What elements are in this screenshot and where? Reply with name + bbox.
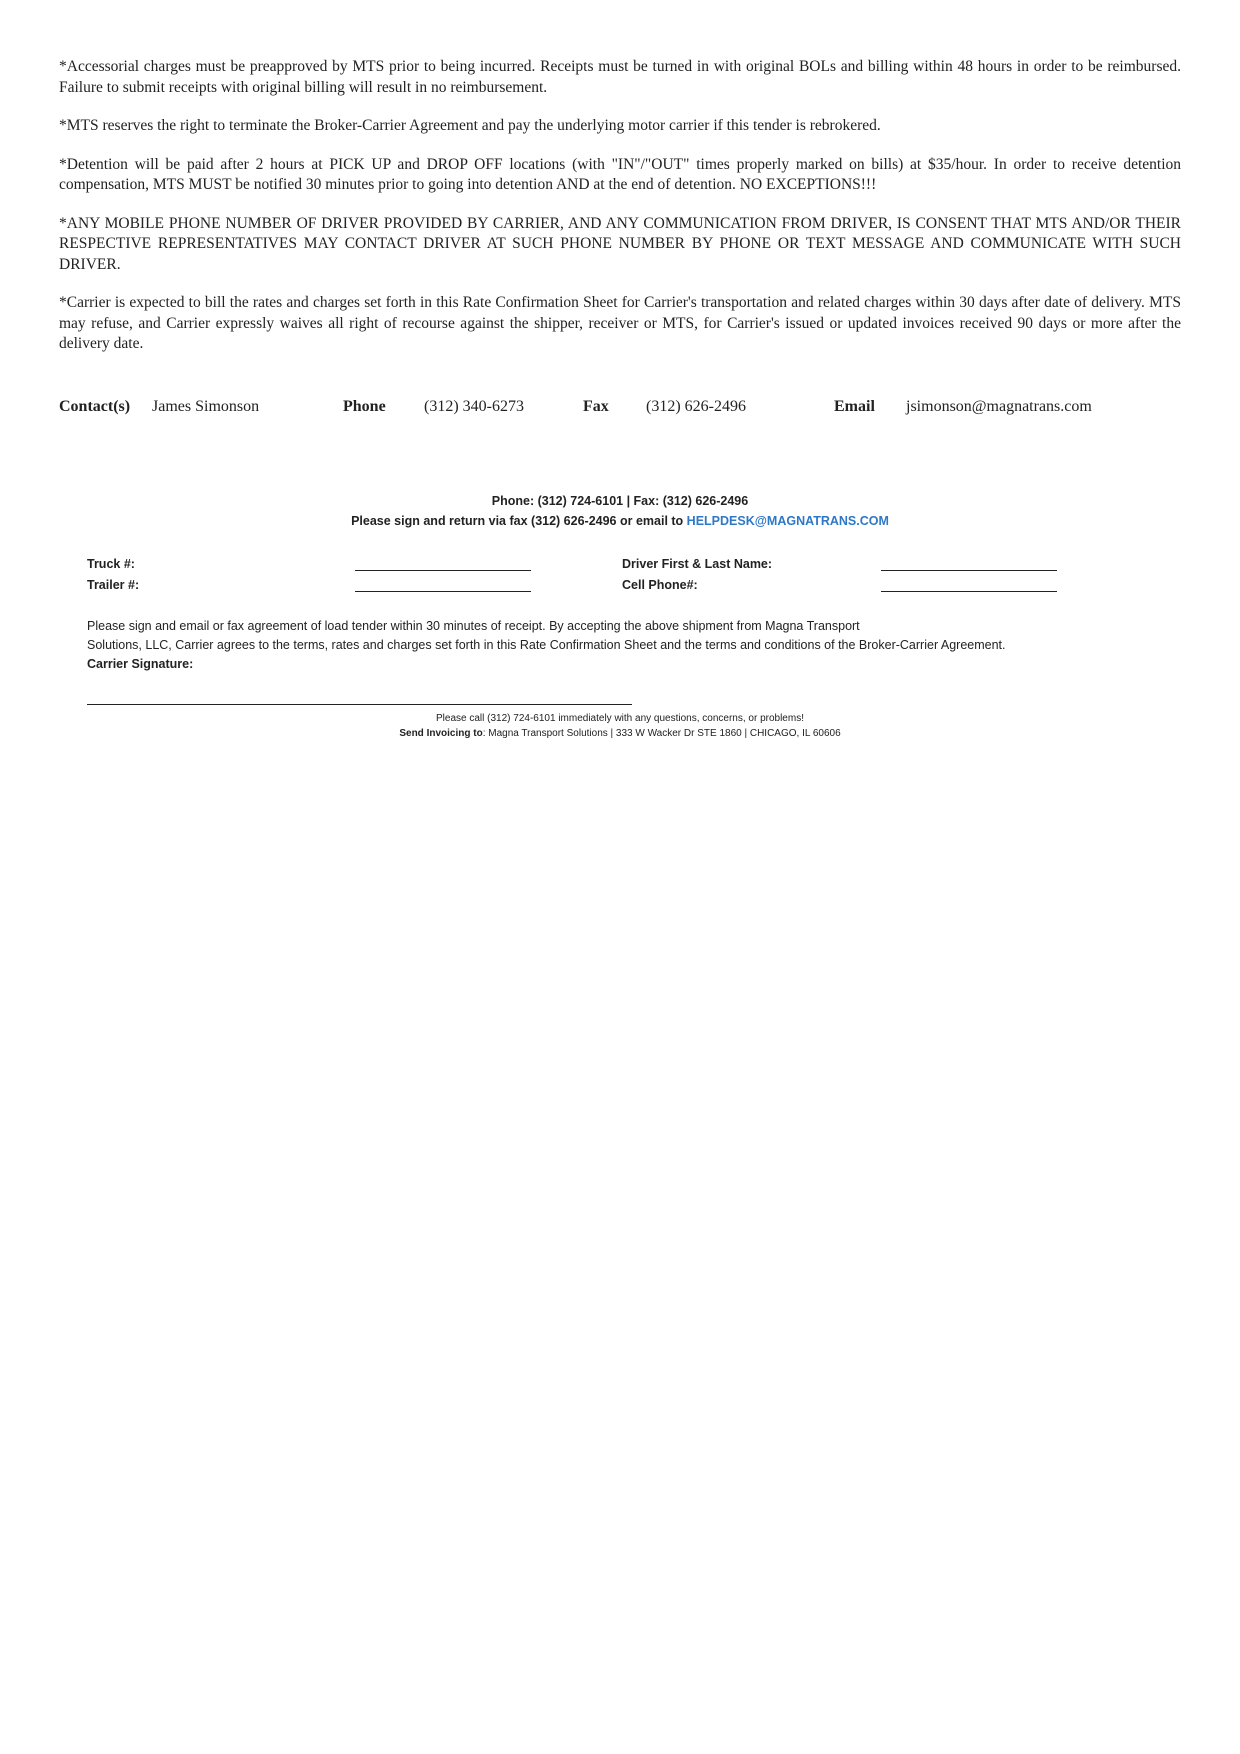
invoicing-address: : Magna Transport Solutions | 333 W Wacker Dr STE 1860 | CHICAGO, IL 60606 [482, 728, 841, 739]
term-detention: *Detention will be paid after 2 hours at PICK UP and DROP OFF locations (with "IN"/"OUT" times properly marked on bills) at $35/hour. In order to receive detention compensation, MTS MUST be notified 30 minutes prior to going into detention AND at the end of detention. NO EXCEPTIONS!!! [59, 155, 1181, 193]
phone-label: Phone [343, 398, 386, 415]
call-notice: Please call (312) 724-6101 immediately with any questions, concerns, or problems! [436, 713, 804, 724]
cell-phone-blank[interactable] [881, 591, 1057, 592]
truck-label: Truck #: [87, 557, 135, 571]
trailer-number-blank[interactable] [355, 591, 531, 592]
term-mobile-consent: *ANY MOBILE PHONE NUMBER OF DRIVER PROVIDED BY CARRIER, AND ANY COMMUNICATION FROM DRIVER, IS CONSENT THAT MTS AND/OR THEIR RESPECTIVE REPRESENTATIVES MAY CONTACT DRIVER AT SUCH PHONE NUMBER BY PHONE OR TEXT MESSAGE AND COMMUNICATE WITH SUCH DRIVER. [59, 214, 1181, 273]
contact-name: James Simonson [152, 398, 260, 415]
footer-phone-fax: Phone: (312) 724-6101 | Fax: (312) 626-2496 [491, 494, 749, 508]
carrier-signature-line[interactable] [87, 704, 632, 705]
agreement-line-1: Please sign and email or fax agreement of load tender within 30 minutes of receipt. By accepting the above shipment from Magna Transport [87, 619, 860, 633]
phone-value: (312) 340-6273 [424, 398, 524, 415]
truck-number-blank[interactable] [355, 570, 531, 571]
driver-name-label: Driver First & Last Name: [622, 557, 773, 571]
fax-label: Fax [583, 398, 609, 415]
invoicing-label: Send Invoicing to [399, 728, 483, 739]
term-billing: *Carrier is expected to bill the rates and charges set forth in this Rate Confirmation Sheet for Carrier's transportation and related charges within 30 days after date of delivery. MTS may refuse, and Carrier expressly waives all right of recourse against the shipper, receiver or MTS, for Carrier's issued or updated invoices received 90 days or more after the delivery date. [59, 294, 1181, 352]
cell-phone-label: Cell Phone#: [622, 578, 698, 592]
agreement-line-2: Solutions, LLC, Carrier agrees to the terms, rates and charges set forth in this Rate Confirmation Sheet and the terms and conditions of the Broker-Carrier Agreement. [87, 638, 1006, 652]
driver-fields [87, 557, 1087, 599]
term-rebrokered: *MTS reserves the right to terminate the Broker-Carrier Agreement and pay the underlying motor carrier if this tender is rebrokered. [59, 117, 881, 134]
term-accessorial: *Accessorial charges must be preapproved by MTS prior to being incurred. Receipts must be turned in with original BOLs and billing within 48 hours in order to be reimbursed. Failure to submit receipts with original billing will result in no reimbursement. [59, 58, 1181, 96]
helpdesk-email-link[interactable]: HELPDESK@MAGNATRANS.COM [686, 514, 889, 528]
driver-name-blank[interactable] [881, 570, 1057, 571]
carrier-signature-label: Carrier Signature: [87, 657, 194, 671]
contact-row [59, 398, 1181, 420]
trailer-label: Trailer #: [87, 578, 140, 592]
email-label: Email [834, 398, 875, 415]
fax-value: (312) 626-2496 [646, 398, 746, 415]
terms-section [59, 57, 1181, 373]
invoicing-line [0, 728, 1240, 739]
email-value[interactable]: jsimonson@magnatrans.com [906, 398, 1092, 415]
footer-sign-return [0, 514, 1240, 528]
sign-return-text: Please sign and return via fax (312) 626-2496 or email to [351, 514, 684, 528]
agreement-section [87, 617, 1167, 674]
contact-label: Contact(s) [59, 398, 131, 415]
